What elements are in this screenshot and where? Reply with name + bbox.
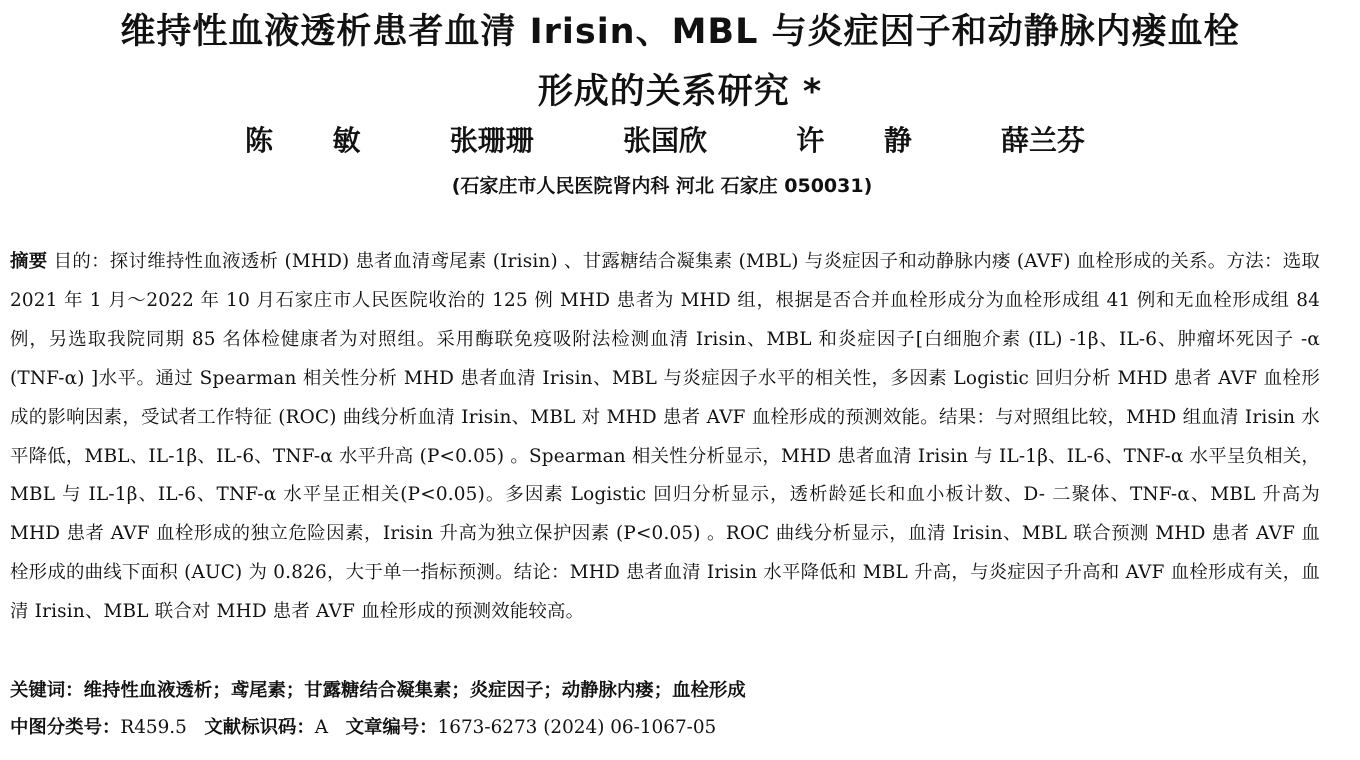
keywords <box>10 676 1330 706</box>
clc-label: 中图分类号： <box>10 717 121 738</box>
doc-code-value: A <box>314 717 329 738</box>
classification-line <box>10 713 1330 743</box>
affiliation: (石家庄市人民医院肾内科 河北 石家庄 050031) <box>451 175 873 197</box>
article-number-label: 文章编号： <box>345 717 438 738</box>
abstract-text: 目的：探讨维持性血液透析 (MHD) 患者血清鸢尾素 (Irisin) 、甘露糖结合凝集素 (MBL) 与炎症因子和动静脉内瘘 (AVF) 血栓形成的关系。方法：选取 2021 年 1 月～2022 年 10 月石家庄市人民医院收治的 125 例 MHD 患者为 MHD 组，根据是否合并血栓形成分为血栓形成组 41 例和无血栓形成组 84 例，另选取我院同期 85 名体检健康者为对照组。采用酶联免疫吸附法检测血清 Irisin、MBL 和炎症因子[白细胞介素 (IL) -1β、IL-6、肿瘤坏死因子 -α (TNF-α) ]水平。通过 Spearman 相关性分析 MHD 患者血清 Irisin、MBL 与炎症因子水平的相关性，多因素 Logistic 回归分析 MHD 患者 AVF 血栓形成的影响因素，受试者工作特征 (ROC) 曲线分析血清 Irisin、MBL 对 MHD 患者 AVF 血栓形成的预测效能。结果：与对照组比较，MHD 组血清 Irisin 水平降低，MBL、IL-1β、IL-6、TNF-α 水平升高 (P<0.05) 。Spearman 相关性分析显示，MHD 患者血清 Irisin 与 IL-1β、IL-6、TNF-α 水平呈负相关，MBL 与 IL-1β、IL-6、TNF-α 水平呈正相关(P<0.05)。多因素 Logistic 回归分析显示，透析龄延长和血小板计数、D- 二聚体、TNF-α、MBL 升高为 MHD 患者 AVF 血栓形成的独立危险因素，Irisin 升高为独立保护因素 (P<0.05) 。ROC 曲线分析显示，血清 Irisin、MBL 联合预测 MHD 患者 AVF 血栓形成的曲线下面积 (AUC) 为 0.826，大于单一指标预测。结论：MHD 患者血清 Irisin 水平降低和 MBL 升高，与炎症因子升高和 AVF 血栓形成有关，血清 Irisin、MBL 联合对 MHD 患者 AVF 血栓形成的预测效能较高。 <box>10 251 1320 623</box>
abstract <box>10 243 1320 632</box>
paper-title-line-1: 维持性血液透析患者血清 Irisin、MBL 与炎症因子和动静脉内瘘血栓 <box>120 12 1240 52</box>
clc-value: R459.5 <box>120 717 187 738</box>
keywords-text: 维持性血液透析；鸢尾素；甘露糖结合凝集素；炎症因子；动静脉内瘘；血栓形成 <box>83 680 746 701</box>
keywords-label: 关键词： <box>10 680 84 701</box>
abstract-label: 摘要 <box>10 251 48 272</box>
doc-code-label: 文献标识码： <box>204 717 315 738</box>
article-number-value: 1673-6273 (2024) 06-1067-05 <box>437 717 717 738</box>
author-list: 陈 敏 张珊珊 张国欣 许 静 薛兰芬 <box>245 124 1085 157</box>
paper-title-line-2: 形成的关系研究 * <box>537 72 823 112</box>
